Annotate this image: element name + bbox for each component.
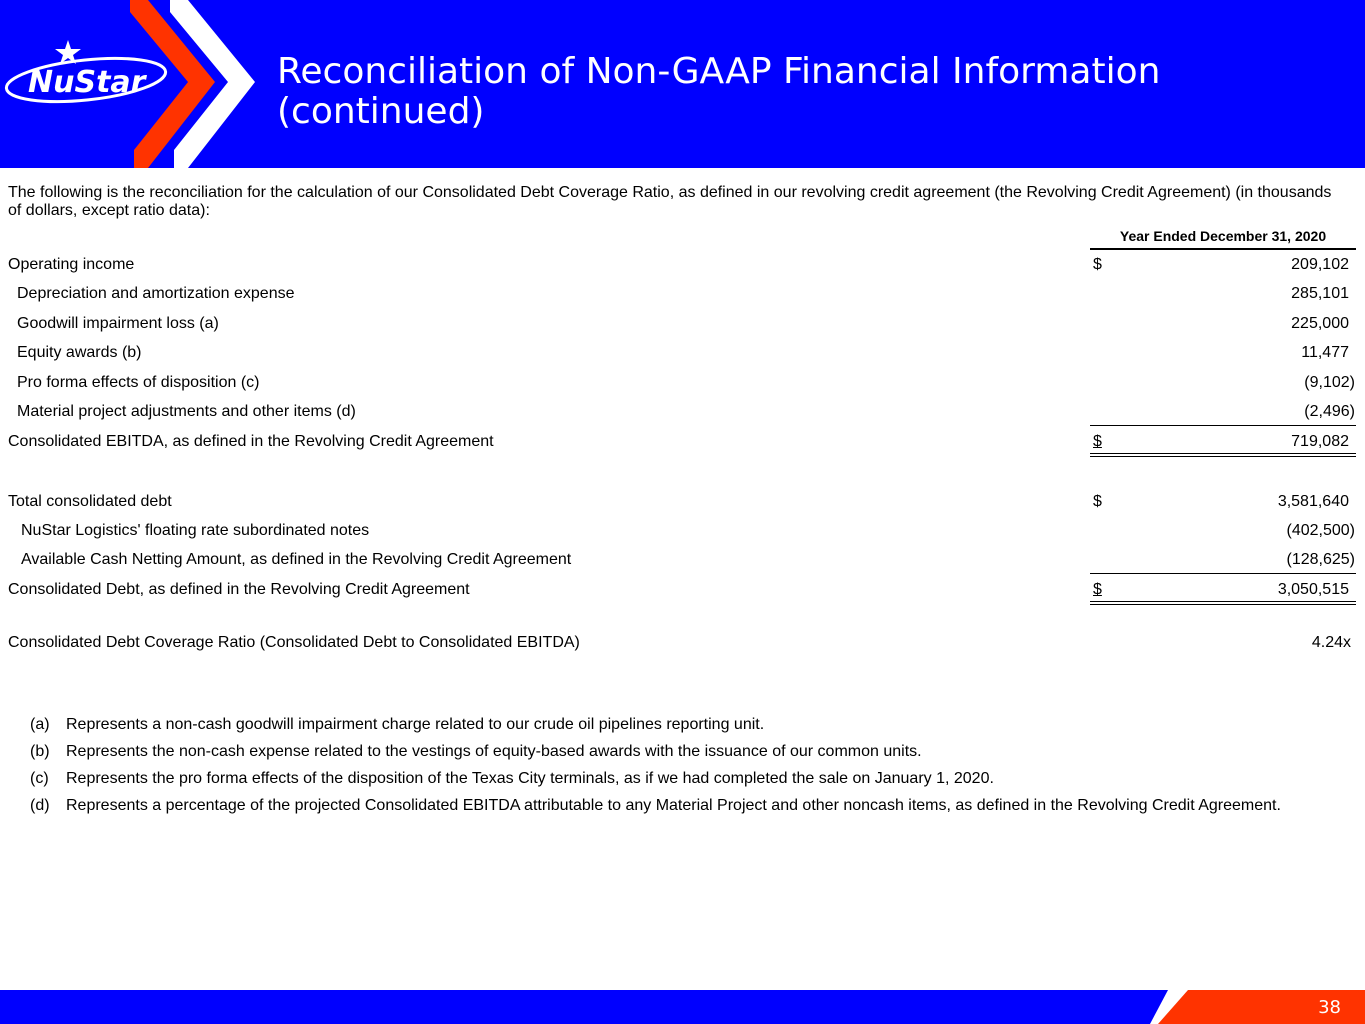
footnote-b [30, 741, 1350, 762]
footer-bar [0, 990, 1365, 1024]
table-row-equity-awards [0, 342, 1365, 364]
footnote-text: Represents a non-cash goodwill impairment charge related to our crude oil pipelines reporting unit. [66, 716, 765, 733]
row-label: Consolidated Debt, as defined in the Revolving Credit Agreement [8, 581, 470, 598]
footnote-key: (a) [30, 716, 50, 733]
row-value: (9,102) [1304, 374, 1355, 391]
row-label: Goodwill impairment loss (a) [17, 315, 219, 332]
footnote-c [30, 768, 1350, 789]
footnote-key: (b) [30, 743, 50, 760]
table-row-cash-netting [0, 549, 1365, 571]
column-header: Year Ended December 31, 2020 [1090, 228, 1356, 250]
page-title: Reconciliation of Non-GAAP Financial Information (continued) [277, 51, 1161, 132]
row-value: 225,000 [1291, 315, 1349, 332]
table-row-coverage-ratio [0, 632, 1365, 654]
row-value: 285,101 [1291, 285, 1349, 302]
table-row-operating-income [0, 254, 1365, 276]
row-label: NuStar Logistics' floating rate subordinated notes [21, 522, 370, 539]
row-label: Pro forma effects of disposition (c) [17, 374, 260, 391]
total-double-rule [1090, 601, 1356, 605]
table-row-depreciation [0, 283, 1365, 305]
row-label: Equity awards (b) [17, 344, 142, 361]
header-banner [0, 0, 1365, 168]
footnote-d [30, 795, 1350, 816]
table-row-total-debt [0, 491, 1365, 513]
row-value: 4.24x [1311, 634, 1351, 651]
row-value: 209,102 [1291, 256, 1349, 273]
footnote-text: Represents the pro forma effects of the disposition of the Texas City terminals, as if we had completed the sale on January 1, 2020. [66, 770, 994, 787]
table-row-material-project [0, 401, 1365, 423]
row-label: Operating income [8, 256, 135, 273]
svg-text:NuStar: NuStar [28, 65, 146, 100]
footnote-key: (c) [30, 770, 49, 787]
intro-paragraph: The following is the reconciliation for the calculation of our Consolidated Debt Coverage Ratio, as defined in our revolving credit agreement (the Revolving Credit Agreement) (in thousands of dollars, except ratio data): [8, 184, 1332, 219]
row-label: Material project adjustments and other items (d) [17, 403, 356, 420]
row-label: Consolidated EBITDA, as defined in the Revolving Credit Agreement [8, 433, 494, 450]
currency-symbol: $ [1093, 493, 1102, 510]
row-label: Available Cash Netting Amount, as defined in the Revolving Credit Agreement [21, 551, 572, 568]
footnote-a [30, 714, 1350, 735]
footer-accent [0, 990, 1365, 1024]
total-double-rule [1090, 453, 1356, 457]
row-value: (2,496) [1304, 403, 1355, 420]
subtotal-rule [1090, 573, 1356, 574]
currency-symbol: $ [1093, 433, 1102, 450]
table-row-goodwill [0, 313, 1365, 335]
table-row-consolidated-debt [0, 579, 1365, 601]
row-value: (402,500) [1286, 522, 1355, 539]
subtotal-rule [1090, 425, 1356, 426]
footnote-text: Represents the non-cash expense related to the vestings of equity-based awards with the issuance of our common units. [66, 743, 922, 760]
footnote-text: Represents a percentage of the projected Consolidated EBITDA attributable to any Material Project and other noncash items, as defined in the Revolving Credit Agreement. [66, 797, 1281, 814]
row-value: 11,477 [1301, 344, 1349, 361]
row-label: Consolidated Debt Coverage Ratio (Consolidated Debt to Consolidated EBITDA) [8, 634, 580, 651]
nustar-logo [4, 38, 180, 110]
table-row-pro-forma [0, 372, 1365, 394]
table-row-consolidated-ebitda [0, 431, 1365, 453]
page-number: 38 [1318, 997, 1341, 1018]
row-value: 3,050,515 [1277, 581, 1349, 598]
row-value: (128,625) [1286, 551, 1355, 568]
table-row-subordinated-notes [0, 520, 1365, 542]
footnotes [30, 714, 1350, 822]
row-value: 3,581,640 [1277, 493, 1349, 510]
currency-symbol: $ [1093, 581, 1102, 598]
footnote-key: (d) [30, 797, 50, 814]
row-label: Depreciation and amortization expense [17, 285, 295, 302]
row-label: Total consolidated debt [8, 493, 172, 510]
row-value: 719,082 [1291, 433, 1349, 450]
currency-symbol: $ [1093, 256, 1102, 273]
